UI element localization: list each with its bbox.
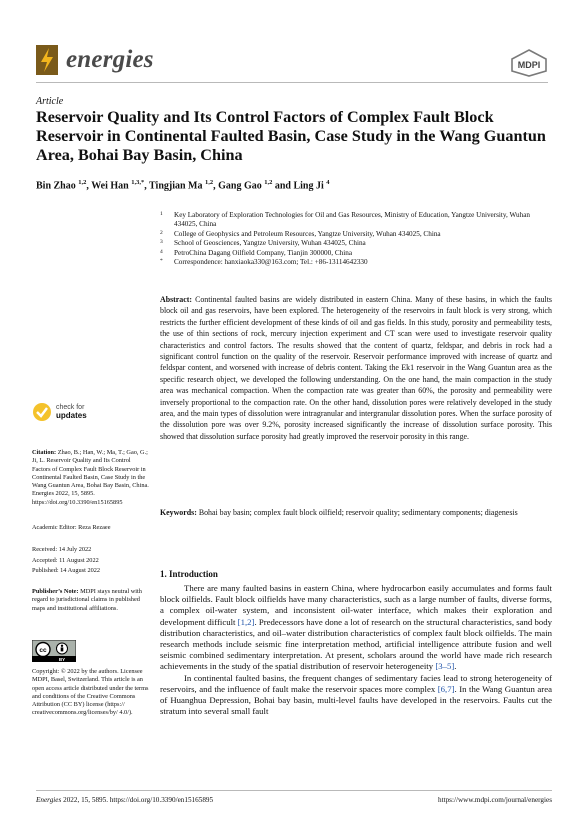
energy-bolt-icon [36, 45, 58, 75]
publisher-note-text: MDPI stays neutral with regard to jurisdictional claims in published maps and institutional affiliations. [32, 588, 142, 612]
citation-link[interactable]: [1,2] [237, 616, 255, 627]
footer-rule [36, 790, 552, 791]
article-title: Reservoir Quality and Its Control Factors of Complex Fault Block Reservoir in Continental Faulted Basin, Case Study in the Wang Guantun Area, Bohai Bay Basin, China [36, 108, 546, 164]
check-updates-icon [32, 402, 52, 422]
publisher-note-label: Publisher’s Note: [32, 588, 79, 595]
journal-logo [36, 42, 154, 78]
copyright-notice [32, 668, 150, 718]
author-name: Tingjian Ma [149, 180, 205, 192]
footer-doi[interactable]: 2022, 15, 5895. https://doi.org/10.3390/en15165895 [63, 796, 214, 804]
article-type: Article [36, 96, 64, 107]
introduction-body [160, 583, 552, 717]
affiliation-item: 2 College of Geophysics and Petroleum Resources, Yangtze University, Wuhan 434025, China [160, 229, 441, 238]
footer-journal: Energies [36, 796, 62, 804]
mdpi-logo-icon [508, 48, 550, 78]
abstract-label: Abstract: [160, 295, 192, 304]
svg-text:BY: BY [58, 657, 66, 662]
keywords-text: Bohai bay basin; complex fault block oilfield; reservoir quality; sedimentary components; diagenesis [198, 508, 518, 517]
cc-by-license-icon[interactable] [32, 640, 76, 662]
accepted-date: Accepted: 11 August 2022 [32, 556, 99, 564]
check-for-updates-button[interactable] [32, 402, 87, 422]
author-affiliation-sup: 1,2 [78, 179, 87, 186]
publisher-note [32, 588, 150, 613]
author-affiliation-sup: 4 [326, 179, 330, 186]
affiliation-item: 4 PetroChina Dagang Oilfield Company, Tianjin 300000, China [160, 248, 353, 257]
academic-editor: Academic Editor: Reza Rezaee [32, 524, 111, 531]
author-list: Bin Zhao $^{1,2}$, Wei Han $^{1,3,*}$, Tingjian Ma $^{1,2}$, Gang Gao $^{1,2}$ and Ling Ji $^4$ [36, 179, 330, 192]
section-heading-introduction: 1. Introduction [160, 569, 218, 579]
keywords [160, 507, 552, 518]
published-date: Published: 14 August 2022 [32, 567, 101, 574]
author-name: Wei Han [91, 180, 132, 192]
journal-name: energies [66, 46, 154, 73]
affiliation-item: * Correspondence: hanxiaoka330@163.com; Tel.: +86-13114642330 [160, 258, 368, 267]
footer-citation [36, 796, 213, 804]
abstract-text: Continental faulted basins are widely distributed in eastern China. Many of these basins, in which the faults block oil and gas reservoirs, have been explored. The heterogeneity of the reservoirs in fault block is very strong, which restricts the further efficient development of these kinds of oil and gas fields. In this study, porosity and permeability tests, the use of thin sections of rock, mercury injection experiment and CT scan were used to investigate reservoir quality characteristics and control factors. The results showed that the content of quartz, feldspar, and debris in rock had a significant control function on the quality of the reservoir. Reservoir performance improved with increase of quartz and feldspar content, and worsened with increase of debris content. Taking the Ek1 reservoir in the Wang Guantun area as the specific research object, we developed the following understanding. On the one hand, the main compaction in the study area was mechanical compaction. When the compaction rate was greater than 60%, the porosity and permeability were inversely proportional to the compaction rate. On the other hand, dissolution pores were relatively developed in the study area, and the main types of dissolution were intragranular and intergranular dissolution pores. When the surface porosity of the dissolution pore was over 9.2%, porosity increased significantly the increase of dissolution surface porosity. This showed that dissolution surface porosity had greatly improved the reservoir porosity in this range. [160, 295, 552, 441]
author-name: Bin Zhao [36, 180, 79, 192]
publication-dates [32, 545, 150, 577]
author-affiliation-sup: 1,2 [264, 179, 273, 186]
updates-label: updates [56, 410, 87, 420]
keywords-label: Keywords: [160, 508, 197, 517]
citation-label: Citation: [32, 449, 57, 456]
citation [32, 449, 150, 507]
svg-text:MDPI: MDPI [517, 60, 541, 70]
citation-text: Zhao, B.; Han, W.; Ma, T.; Gao, G.; Ji, L. Reservoir Quality and Its Control Factors of Complex Fault Block Reservoir in Continental Faulted Basin, Case Study in the Wang Guantun Area, Bohai Bay Basin, China. Energies 2022, 15, 5895. https://doi.org/10.3390/en15165895 [32, 449, 149, 506]
author-name: Gang Gao [218, 180, 265, 192]
copyright-text: Copyright: © 2022 by the authors. Licensee MDPI, Basel, Switzerland. This article is an open access article distributed under the terms and conditions of the Creative Commons Attribution (CC BY) license (https:// creativecommons.org/licenses/by/ 4.0/). [32, 668, 149, 717]
citation-link[interactable]: [3–5] [435, 661, 455, 672]
intro-paragraph: There are many faulted basins in eastern China, where hydrocarbon easily accumulates and forms fault block oilfields. Fault block oilfields have many characteristics, such as a large number of faults, diverse forms, a complex oil-water system, and inconsistent oil-water interface, which makes their exploration and development difficult [1,2]. Predecessors have done a lot of research on the structural characteristics, sand body distribution characteristics, and oil–water distribution characteristics of complex fault block oilfields. The main research methods include seismic fine interpretation method, artificial intelligence attribute fusion and well seismic combined sedimentary interpretation. At present, scholars around the world have made rich research achievements in the study of the spatial distribution of reservoir heterogeneity [3–5]. [160, 583, 552, 672]
author-name: Ling Ji [293, 180, 327, 192]
affiliations [160, 211, 552, 267]
affiliation-item: 1 Key Laboratory of Exploration Technologies for Oil and Gas Resources, Ministry of Education, Yangtze University, Wuhan 434025, China [160, 211, 530, 229]
header-rule [36, 82, 548, 83]
svg-text:cc: cc [39, 647, 47, 654]
check-for-label: check for [56, 403, 85, 411]
citation-link[interactable]: [6,7] [437, 683, 455, 694]
author-affiliation-sup: 1,2 [204, 179, 214, 186]
intro-paragraph: In continental faulted basins, the frequent changes of sedimentary facies lead to strong heterogeneity of reservoirs, and the influence of fault make the reservoir spaces more complex [6,7]. In the Wang Guantun area of Huanghua Depression, Bohai bay basin, multi-level faults have developed in the reservoirs. Faults cut the stratum into several small fault [160, 672, 552, 717]
affiliation-item: 3 School of Geosciences, Yangtze University, Wuhan 434025, China [160, 239, 366, 248]
author-affiliation-sup: 1,3,* [131, 179, 145, 186]
abstract [160, 294, 552, 442]
footer-journal-url[interactable]: https://www.mdpi.com/journal/energies [438, 796, 552, 804]
received-date: Received: 14 July 2022 [32, 546, 92, 553]
